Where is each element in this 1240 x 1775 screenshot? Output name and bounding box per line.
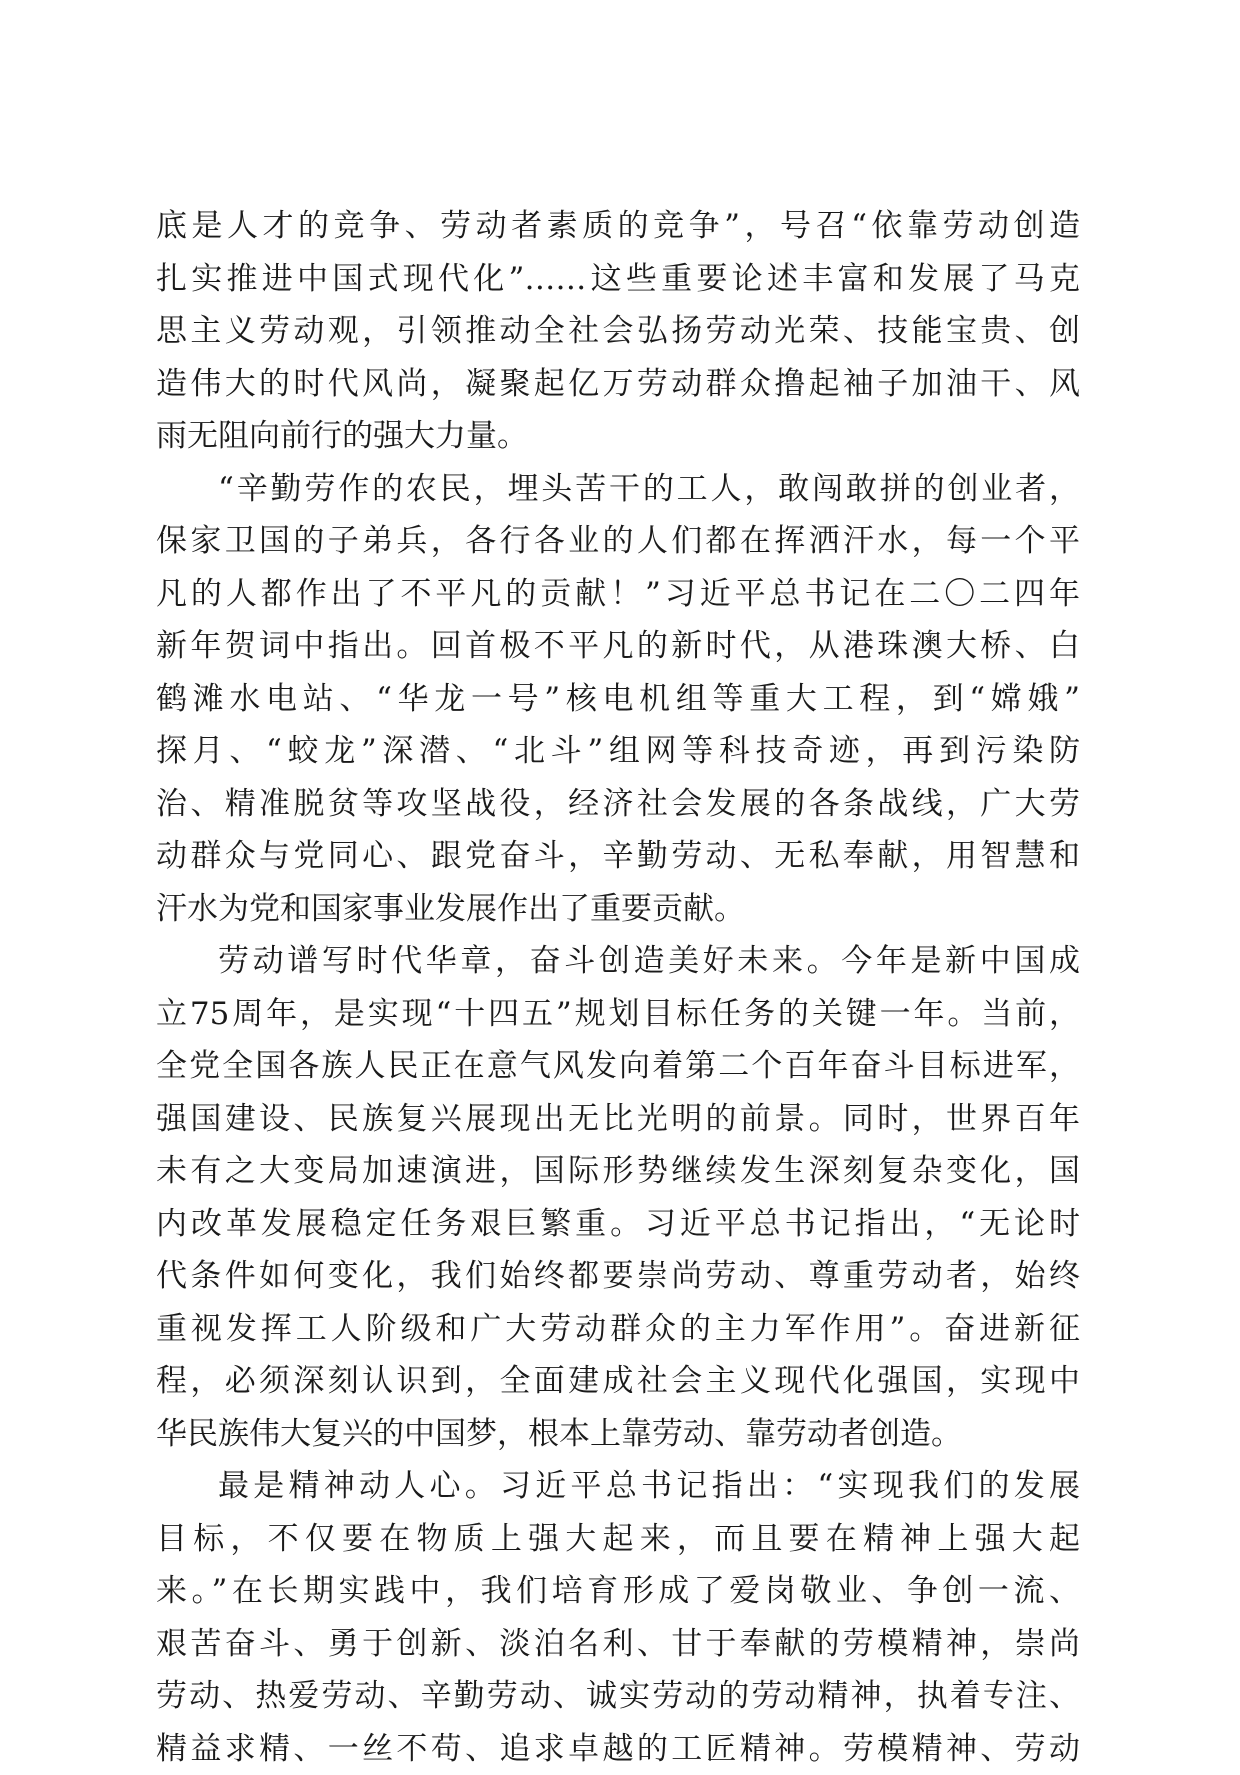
text-line: 雨无阻向前行的强大力量。 [156, 410, 1080, 463]
paragraph-p4 [156, 1460, 1080, 1775]
text-line: 华民族伟大复兴的中国梦，根本上靠劳动、靠劳动者创造。 [156, 1408, 1080, 1461]
text-line: 探月、“蛟龙”深潜、“北斗”组网等科技奇迹，再到污染防 [156, 725, 1080, 778]
text-line: 劳动、热爱劳动、辛勤劳动、诚实劳动的劳动精神，执着专注、 [156, 1670, 1080, 1723]
text-line: 劳动谱写时代华章，奋斗创造美好未来。今年是新中国成 [156, 935, 1080, 988]
text-line: 造伟大的时代风尚，凝聚起亿万劳动群众撸起袖子加油干、风 [156, 358, 1080, 411]
text-line: 凡的人都作出了不平凡的贡献！”习近平总书记在二〇二四年 [156, 568, 1080, 621]
text-line: 全党全国各族人民正在意气风发向着第二个百年奋斗目标进军， [156, 1040, 1080, 1093]
text-line: 代条件如何变化，我们始终都要崇尚劳动、尊重劳动者，始终 [156, 1250, 1080, 1303]
text-line: 来。”在长期实践中，我们培育形成了爱岗敬业、争创一流、 [156, 1565, 1080, 1618]
text-line: 底是人才的竞争、劳动者素质的竞争”，号召“依靠劳动创造 [156, 200, 1080, 253]
text-line: 保家卫国的子弟兵，各行各业的人们都在挥洒汗水，每一个平 [156, 515, 1080, 568]
text-line: 艰苦奋斗、勇于创新、淡泊名利、甘于奉献的劳模精神，崇尚 [156, 1618, 1080, 1671]
paragraph-p3 [156, 935, 1080, 1460]
paragraph-p1 [156, 200, 1080, 463]
text-line: 汗水为党和国家事业发展作出了重要贡献。 [156, 883, 1080, 936]
paragraph-p2 [156, 463, 1080, 936]
text-line: 未有之大变局加速演进，国际形势继续发生深刻复杂变化，国 [156, 1145, 1080, 1198]
text-line: 治、精准脱贫等攻坚战役，经济社会发展的各条战线，广大劳 [156, 778, 1080, 831]
text-line: “辛勤劳作的农民，埋头苦干的工人，敢闯敢拼的创业者， [156, 463, 1080, 516]
text-line: 重视发挥工人阶级和广大劳动群众的主力军作用”。奋进新征 [156, 1303, 1080, 1356]
text-line: 内改革发展稳定任务艰巨繁重。习近平总书记指出，“无论时 [156, 1198, 1080, 1251]
body-text [156, 200, 1080, 1775]
text-line: 动群众与党同心、跟党奋斗，辛勤劳动、无私奉献，用智慧和 [156, 830, 1080, 883]
text-line: 程，必须深刻认识到，全面建成社会主义现代化强国，实现中 [156, 1355, 1080, 1408]
text-line: 精益求精、一丝不苟、追求卓越的工匠精神。劳模精神、劳动 [156, 1723, 1080, 1775]
text-line: 强国建设、民族复兴展现出无比光明的前景。同时，世界百年 [156, 1093, 1080, 1146]
text-line: 思主义劳动观，引领推动全社会弘扬劳动光荣、技能宝贵、创 [156, 305, 1080, 358]
text-line: 鹤滩水电站、“华龙一号”核电机组等重大工程，到“嫦娥” [156, 673, 1080, 726]
text-line: 目标，不仅要在物质上强大起来，而且要在精神上强大起 [156, 1513, 1080, 1566]
text-line: 最是精神动人心。习近平总书记指出：“实现我们的发展 [156, 1460, 1080, 1513]
text-line: 扎实推进中国式现代化”……这些重要论述丰富和发展了马克 [156, 253, 1080, 306]
text-line: 新年贺词中指出。回首极不平凡的新时代，从港珠澳大桥、白 [156, 620, 1080, 673]
text-line: 立75周年，是实现“十四五”规划目标任务的关键一年。当前， [156, 988, 1080, 1041]
